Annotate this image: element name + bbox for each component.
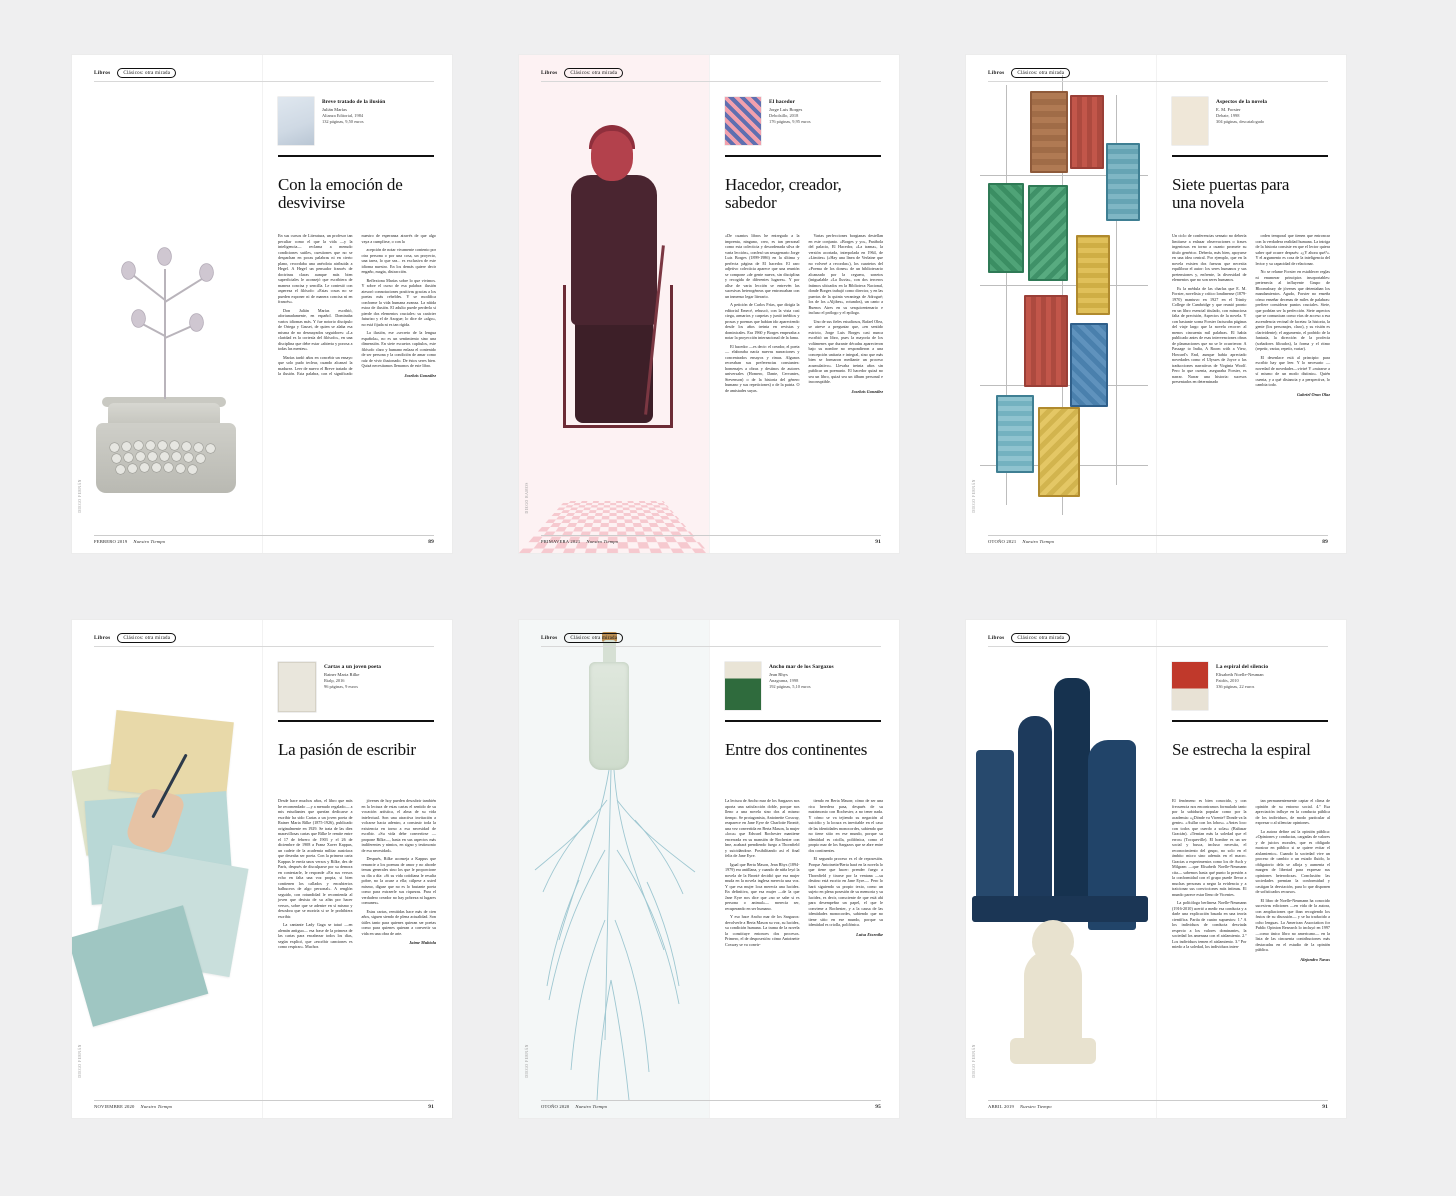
page-footer xyxy=(541,1104,881,1110)
text-page xyxy=(262,620,452,1118)
book-extent: 192 páginas, 5,10 euros xyxy=(769,683,811,689)
chess-pawn-white-body xyxy=(1024,950,1082,1046)
issue-date: NOVIEMBRE 2020 xyxy=(94,1104,135,1109)
checkered-floor xyxy=(519,501,709,553)
page-footer xyxy=(94,1104,434,1110)
book-author: Elisabeth Noelle-Neuman xyxy=(1216,671,1264,677)
headline-rule xyxy=(1172,720,1328,722)
book-title: Breve tratado de la ilusión xyxy=(322,99,386,105)
text-page xyxy=(262,55,452,553)
paragraph: tan permanentemente captar el clima de opinión de su entorno social. 4.º Esa apreciación influye en la conducta pública de los individuos, de modo particular al expresar o al silenciar opiniones. xyxy=(1255,798,1330,826)
paragraph: La cantante Lady Gaga se tatuó —en alemán antiguo— esa frase de la primera de las cartas para encabezar todos los días, según explicó, que «escribir canciones es como respirar». Muchos xyxy=(278,922,353,950)
illustration-credit: DIEGO FERNÁN xyxy=(972,1044,976,1078)
article-signature: Jaime Mubiola xyxy=(409,940,436,946)
issue-date: OTOÑO 2020 xyxy=(541,1104,570,1109)
running-head-section: Libros xyxy=(94,70,111,76)
magazine-name: Nuestro Tiempo xyxy=(575,1104,608,1109)
article-title: Con la emoción de desvivirse xyxy=(278,175,403,213)
illustration-borges-figure xyxy=(519,55,709,553)
page-number: 91 xyxy=(428,1104,434,1110)
magazine-name: Nuestro Tiempo xyxy=(140,1104,173,1109)
book-publisher: Debate, 1998 xyxy=(1216,112,1240,118)
book-extent: 304 páginas, descatalogado xyxy=(1216,118,1265,124)
paragraph: El libro de Noelle-Neumann ha conocido sucesivas ediciones —en vida de la autora, con ampliaciones que iban recogiendo los frutos de su discusión— y se ha traducido a ocho lenguas. La American Association for Public Opinion Research lo incluyó en 1997 —como único libro no americano— en la lista de las cincuenta contribuciones más destacadas en el estudio de la opinión pública. xyxy=(1255,897,1330,953)
paragraph: En sus cursos de Literatura, un profesor tan peculiar como el que la vida —y la inteligencia— reclama a menudo condiciones sutiles, cuestiones que no se despachan en pocas palabras ni en cierto plano, recordaba una anécdota atribuida a Hegel. A Hegel un pensador francés de doctrinas claras aunque más bien superficiales le aconsejó que escribiera de manera concisa y sencilla. Le contestó con aspereza el filósofo: «Estas cosas no se pueden exponer ni de manera concisa ni en francés». xyxy=(278,233,353,305)
issue-date: ABRIL 2019 xyxy=(988,1104,1014,1109)
envelope xyxy=(108,710,234,802)
article-body xyxy=(1172,233,1330,519)
issue-date: FEBRERO 2019 xyxy=(94,539,128,544)
envelope xyxy=(72,905,208,1027)
book-info xyxy=(278,662,434,712)
book-cover xyxy=(725,97,761,145)
paragraph: La lectura de Ancho mar de los Sargazos nos aporta una satisfacción doble, porque nos lleno a una novela sino dos al mismo tiempo. Se protagonista, Antoinette Cosway, reaparece en Jane Eyre de Charlotte Brontë, una vez convertida en Berta Mason, la mujer «loca» que Edward Rochester mantiene encerrada en su mansión de Rochester con lme, acabará prendiendo fuego a Thornfield y suicidándose. Posibilitando así el final feliz de Jane Eyre. xyxy=(725,798,800,859)
chess-king xyxy=(1054,678,1090,908)
paragraph: jóvenes de hoy pueden descubrir también en la lectura de estas cartas el sentido de su vocación artística, el alma de su vida intelectual. Son una atractiva invitación a volcarse hacia adentro, a construir toda la existencia en torno a esa necesidad de escribir. «Su vida debe convertirse —propone Rilke—, hasta en sus aspectos más indiferentes y nimios, en signo y testimonio de esa necesidad». xyxy=(361,798,436,853)
paragraph: Marías tardó años en concebir un ensayo que solo pudo teclear, cuando alcanzó la madurez. Leer de nuevo el Breve tratado de la ilusión. Esta palabra, con el significado nuestro de esperanza através de que algo vaya a cumplirse, o con la xyxy=(278,233,436,377)
paragraph: orden temporal que tienen que entroncar con la verdadera realidad humana. La intriga de la historia consiste en que el lector quiera saber qué ocurre después: «¿Y ahora qué?». Y el argumento es cosa de la inteligencia del lector y su capacidad de relacionar. xyxy=(1255,233,1330,266)
headline-rule xyxy=(725,155,881,157)
article-signature: Joseluis González xyxy=(851,388,883,394)
illustration-credit: DIEGO FERNÁN xyxy=(78,1044,82,1078)
illustration-credit: DIEGO FERNÁN xyxy=(972,479,976,513)
text-page xyxy=(1156,620,1346,1118)
book-extent: 132 páginas, 9,50 euros xyxy=(322,118,364,124)
running-head-tag: Clásicos: otra mirada xyxy=(564,633,623,643)
illustration-chess-pieces xyxy=(966,620,1156,1118)
paragraph: El fenómeno es bien conocido, y con frecuencia nos encontramos formulado tanto por la sabiduría popular como por la academia: «¿Dónde va Vicente? Donde va la gente». «Aullar con los lobos». «Antes loco con todos que cuerdo a solas» (Baltasar Gracián). «Temían más la soledad que el error» (Tocqueville). El hombre es un ser social y busca, incluso necesita, el reconocimiento del grupo, no solo en el ámbito micro sino además en el macro. Gracias a experimentos como los de Asch y Milgram —que Elisabeth Noelle-Neumann cita— sabemos hasta qué punto la presión a la conformidad con el grupo puede llevar a muchas personas a negar la evidencia y a traicionar sus convicciones más íntimas. El mundo parece estar lleno de Vicentes. xyxy=(1172,798,1247,897)
magazine-name: Nuestro Tiempo xyxy=(586,539,619,544)
page-footer xyxy=(988,539,1328,545)
paragraph: Es la médula de las charlas que E. M. Forster, novelista y crítico londinense (1879-1970) mantuvo en 1927 en el Trinity College de Cambridge y que reunió pronto en un libro esencial titulado, con minuciosa falta de precisión, Aspectos de la novela. Y con bastante sorna Forster facturaba páginas del viaje largo que la novela recorre: al menos cincuenta mil palabras. El había publicado antes de esas intervenciones obras de plasmaciones que no se le ocurrieron: A Passage to India, A Room with a View, Howard's End, aunque había apreciado novedades como el Ulysses de Joyce o las traducciones narrativas de Virginia Woolf. Pero lo que cuenta, aseguraba Forster, es narrar. Narrar una historia: sucesos presentados en determinado xyxy=(1172,285,1247,385)
illustration-seven-doors xyxy=(966,55,1156,553)
article-title: Hacedor, creador, sabedor xyxy=(725,175,842,213)
article-title: Se estrecha la espiral xyxy=(1172,740,1311,760)
issue-date: OTOÑO 2021 xyxy=(988,539,1017,544)
headline-rule xyxy=(278,720,434,722)
page-footer xyxy=(94,539,434,545)
book-author: Rainer Maria Rilke xyxy=(324,671,360,677)
page-number: 95 xyxy=(875,1104,881,1110)
spread-2 xyxy=(519,55,899,553)
article-signature: Joseluis González xyxy=(404,372,436,378)
page-number: 89 xyxy=(428,539,434,545)
running-head-section: Libros xyxy=(541,635,558,641)
text-page xyxy=(1156,55,1346,553)
page-number: 89 xyxy=(1322,539,1328,545)
book-extent: 336 páginas, 22 euros xyxy=(1216,683,1255,689)
magazine-name: Nuestro Tiempo xyxy=(1022,539,1055,544)
article-signature: Alejandro Navas xyxy=(1300,956,1330,962)
headline-rule xyxy=(278,155,434,157)
article-title: Entre dos continentes xyxy=(725,740,868,760)
book-title: La espiral del silencio xyxy=(1216,664,1269,670)
book-publisher: Paidós, 2010 xyxy=(1216,677,1239,683)
magazine-name: Nuestro Tiempo xyxy=(133,539,166,544)
text-page xyxy=(709,620,899,1118)
book-publisher: Alianza Editorial, 1984 xyxy=(322,112,364,118)
paragraph: Reflexiona Marías sobre lo que vivimos. Y sobre el curso de esa palabra: ilusión atesoró connotaciones positivas gracias a los poetas más rebeldes. Y se modifica conforme la vida humana avanza. La nítida estoa de ilusión. El adulto puede perderla si pierde dos elementos cruciales: su carácter futurizo y el de Azogue; lo dice de «algo», no está fijada ni es tan rígida. xyxy=(361,277,436,327)
article-body xyxy=(725,798,883,1084)
illustration-letters-hand xyxy=(72,620,262,1118)
running-head-tag: Clásicos: otra mirada xyxy=(1011,68,1070,78)
page-number: 91 xyxy=(875,539,881,545)
illustration-credit: DIEGO FERNÁN xyxy=(525,1044,529,1078)
paragraph: Un ciclo de conferencias sensato no debería limitarse a enlazar observaciones o frases ingeniosas en torno a cuanto promete su título genérico. Debería, más bien, apoyarse en una idea central. Por ejemplo, que en la novela existen dos fuerzas que necesita equilibrar el autor: los seres humanos y sus pretensiones y, enfrente, la diversidad de elementos que no son seres humanos. xyxy=(1172,233,1247,283)
headline-rule xyxy=(725,720,881,722)
book-title: El hacedor xyxy=(769,99,796,105)
book-publisher: Rialp, 2016 xyxy=(324,677,345,683)
spread-3 xyxy=(966,55,1346,553)
paragraph: La politóloga berlinesa Noelle-Neumann (1916-2010) acertó a medir esa conducta y a darle una explicación basada en una teoría científica. Partía de cuatro supuestos: 1.º A los individuos de conducta desviada respecto a los valores dominantes, la sociedad los amenaza con el aislamiento. 2.º Los individuos temen el aislamiento. 3.º Por miedo a la soledad, los individuos inten- xyxy=(1172,900,1247,950)
book-extent: 176 páginas, 9,95 euros xyxy=(769,118,811,124)
paragraph: La autora define así la opinión pública: «Opiniones y conductas, cargadas de valores y de juicios morales, que es obligado mostrar en público si se quiere evitar el aislamiento». Cuando la sociedad vive un proceso de cambio o un estado fluido, lo obligatorio dela se afloja y aumenta el margen de libertad para expresar sus opiniones heterodoxas. Conclusión: las sociedades premian la conformidad y castigan la desviación, para lo que disponen de sofisticados recursos. xyxy=(1255,828,1330,895)
book-cover xyxy=(1172,662,1208,710)
book-cover xyxy=(278,97,314,145)
headline-rule xyxy=(1172,155,1328,157)
book-title: Aspectos de la novela xyxy=(1216,99,1268,105)
roots-svg xyxy=(519,620,709,1118)
magazine-name: Nuestro Tiempo xyxy=(1019,1104,1052,1109)
paragraph: Después, Rilke aconseja a Kappus que renuncie a los poemas de amor y no aborde temas generales sino los que le proporcione su día a día: «Si su vida cotidiana le resulta pobre, no la acuse a ella; cúlpese a usted mismo, dígase que no es lo bastante poeta como para extraerle sus riquezas. Para el verdadero creador no hay pobreza ni lugares comunes». xyxy=(361,856,436,906)
article-body xyxy=(1172,798,1330,1084)
spread-4 xyxy=(72,620,452,1118)
illustration-bottle-roots xyxy=(519,620,709,1118)
paragraph: El hacedor —es decir: el creador, el poeta— elaboraba nacía nuevas narraciones y concentrados ensayos y rimas. Algunos recreaban sus preferencias constantes: homenajes a obras y destinos de autores universales (Homero, Dante, Cervantes, Stevenson) o de la historia del género humano y sus repeticiones) o de la patria. O de amistades suyas. xyxy=(725,343,800,393)
paragraph: La ilusión, ese «secreto de la lengua española», no es un sentimiento sino una dimensión. En siete escuetos capítulos, este filósofo claro y humano enlaza el contenido de ser persona y la condición de amar como raíz de vivir ilusionado. De éstos seres bien. Quizá necesitamos llenarnos de este libro. xyxy=(361,330,436,369)
paragraph: Y eso hace Ancho mar de los Sargazos: devolverle a Berta Mason su voz, su lucidez, su condición humana. La trama de la novela la constituye entonces dos procesos. Primero, el de desposesión: cómo Antoinette Cosway se va convir- xyxy=(725,914,800,947)
book-info xyxy=(1172,97,1328,145)
text-page xyxy=(709,55,899,553)
article-title: La pasión de escribir xyxy=(278,740,416,760)
paragraph: Varias perfecciones borgianas destellan en este conjunto. «Borges y yo», Parábola del palacio, El Hacedor, «La trama», la versión acortada, interpolada en 1964, de «Límites» («Hay una línea de Verlaine que no volveré a recordar»), los cuartetos del «Poema de los dones» de un bibliotecario alcanzado por la ceguera, sonetos (inigualable «La lluvia», con dos terceros íntimos ubicados en la Biblioteca Nacional, donde Borges trabajó como director, y en las puertas de la quinta veraniega de Adrogué; los de los «Aljibes», rotundos), un canto a Buenos Aires en su sesquicentenario e incluso el prólogo y el epílogo. xyxy=(808,233,883,316)
illustration-credit: DIEGO RAMOS xyxy=(525,481,529,513)
illustration-typewriter-plant xyxy=(72,55,262,553)
book-info xyxy=(1172,662,1328,710)
paragraph: tiendo en Berta Mason; cómo de ser una rica heredera pasa, después de su matrimonio con Rochester, a no tener nada. Y cómo se va tejiendo su negación al suicidio y la locura es inevitable en el caso de las identidades monocordes, sabiendo que no tiene sitio en ese mundo, porque su identidad es criolla, polifónica, como el propio mar de los Sargazos que se abre entre dos continentes. xyxy=(808,798,884,853)
running-head-section: Libros xyxy=(988,635,1005,641)
book-title: Cartas a un joven poeta xyxy=(324,664,382,670)
article-body xyxy=(725,233,883,519)
paragraph: acepción de notar vivamente contento por otra persona o por una cosa, un proyecto, una tarea, lo que sea... es exclusiva de este idioma nuestro. En los demás quiere decir engaño, magia, distracción. xyxy=(361,247,436,275)
running-head-section: Libros xyxy=(541,70,558,76)
book-info xyxy=(725,97,881,145)
typewriter-keys xyxy=(108,441,220,479)
paragraph: Estas cartas, remitidas hace más de cien años, siguen siendo de plena actualidad. Son útiles tanto para quienes quieran ser poetas como para quienes quieran a convertir su vida en una obra de arte. xyxy=(361,908,436,936)
article-signature: Gabriel Oran Olaz xyxy=(1297,391,1330,397)
paragraph: Don Julián Marías escribió, afortunadamente, en español. Dominaba varios idiomas más. Y fue notorio discípulo de Ortega y Gasset, de quien se alaba esa misma de no desmayados seguidores: «La claridad es la cortesía del filósofo», en una disciplina que debe estar «abierta y porosa a todas las mentes». xyxy=(278,307,353,352)
running-head-tag: Clásicos: otra mirada xyxy=(117,68,176,78)
article-body xyxy=(278,233,436,519)
book-info xyxy=(278,97,434,145)
running-head-tag: Clásicos: otra mirada xyxy=(117,633,176,643)
book-cover xyxy=(1172,97,1208,145)
running-head-section: Libros xyxy=(94,635,111,641)
paragraph: El desenlace está al principio: para escribir hay que leer. Y lo necesario —novedad de novedades—viviré Y «mirarse a sí mismo de un modo distinto». Quién cuenta, y a qué distancia y a perspectiva, lo cambia todo. xyxy=(1255,354,1330,388)
spread-6 xyxy=(966,620,1346,1118)
chess-rook xyxy=(976,750,1014,900)
book-cover xyxy=(725,662,761,710)
chess-bishop xyxy=(1018,716,1052,906)
paragraph: A petición de Carlos Frías, que dirigía la editorial Emecé, rebuscó, con la vista casi ciega, armarios y carpetas y juntó inéditos y prosas y poemas que habían ido apareciendo desde los años treinta en revistas y dominicales. Era 1960 y Borges empezaba a notar la proyección internacional de la fama. xyxy=(725,302,800,341)
book-author: E. M. Forster xyxy=(1216,106,1241,112)
chess-pawn-white-base xyxy=(1010,1038,1096,1064)
book-author: Jean Rhys xyxy=(769,671,788,677)
article-signature: Luisa Etxenike xyxy=(856,931,883,937)
chess-base-row xyxy=(972,896,1148,922)
running-head-tag: Clásicos: otra mirada xyxy=(564,68,623,78)
paragraph: «De cuantos libros he entregado a la imprenta, ninguno, creo, es tan personal como esta colecticia y desordenada silva de varia lección», confesó un sexagenario Jorge Luis Borges (1899-1986) en la última y perfecta página de El hacedor. El raro adjetivo colecticia aparece que una reunión se compone «de gente nueva, sin disciplina y recogida de diferentes lugares». Y por allse de varia lección se entrevén las sucesivas heterogéneas que entroncaban con un inmenso legar literario. xyxy=(725,233,800,299)
paragraph: El segundo proceso es el de reposesión. Porque Antoinette/Berta hará en la novela lo que tiene que hacer: prender fuego a Thornfield y tirarse por la ventana —su destino está escrito en Jane Eyre—. Pero lo hará siguiendo su propio texto, como un sujeto en plena posesión de su memoria y su lucidez, es decir, consciente de que está ahí para desempeñar un papel, el que le conviene a Rochester, y a la causa de las identidades monocordes, sabiendo que no tiene sitio en ese mundo, porque su identidad es criolla, polifónica. xyxy=(808,856,883,928)
book-publisher: Anagrama, 1998 xyxy=(769,677,799,683)
paragraph: Igual que Berta Mason, Jean Rhys (1894-1979) era antillana, y cuando de niña leyó la novela de la Brontë decidió que esa mujer muda en la novela inglesa merecía una voz. Y que esa mujer loca merecía una lucidez. En definitiva, que esa mujer —de la que Jane Eyre nos dice que «no se sabe si es persona o animal»— merecía ser, recuperando en ser humano. xyxy=(725,861,800,911)
book-extent: 96 páginas, 9 euros xyxy=(324,683,358,689)
spread-5 xyxy=(519,620,899,1118)
book-info xyxy=(725,662,881,710)
running-head-section: Libros xyxy=(988,70,1005,76)
issue-date: PRIMAVERA 2021 xyxy=(541,539,581,544)
book-publisher: Debolsillo, 2018 xyxy=(769,112,799,118)
illustration-credit: DIEGO FERNÁN xyxy=(78,479,82,513)
page-footer xyxy=(541,539,881,545)
book-author: Julián Marías xyxy=(322,106,347,112)
book-cover xyxy=(278,662,316,712)
article-body xyxy=(278,798,436,1084)
article-title: Siete puertas para una novela xyxy=(1172,175,1290,213)
paragraph: No se relame Forster en establecer reglas ni enumerar principios insoportables: pertenecía al influyente Grupo de Bloomsbury de jóvenes que detentaban los mandamientos. Agudo, Forster no enseña cómo enseñar decenas de miles de palabras: prefiere considerar puntos cruciales. Siete, que podrían ser la perfección. Siete aspectos que se comunican como vías de acceso a esa ascendencia vecinal de facetas: la historia, la gente (los personajes, claro), y su visión es clarividente); el argumento, el podrido de la fantasía, la dirección de la profecía (soñadores filtrados), la forma y el ritmo (repetir, variar, repetir, variar). xyxy=(1255,269,1330,352)
book-author: Jorge Luis Borges xyxy=(769,106,803,112)
paragraph: Uno de sus fieles estudiosos, Rafael Olea, se atreve a preguntar que, «en sentido estricto, Jorge Luis Borges casi nunca escribió un libro, pues la mayoría de los volúmenes que durante décadas aparecieron bajo su nombre no respondieron a una concepción unitaria e integral, sino que más bien se formaron mediante un proceso acumulativo». Llevaba treinta años sin publicar un poemario. El hacedor quizá no sea un libro, quizá sea un álbum personal e incorruptible. xyxy=(808,318,883,385)
page-footer xyxy=(988,1104,1328,1110)
page-number: 91 xyxy=(1322,1104,1328,1110)
running-head-tag: Clásicos: otra mirada xyxy=(1011,633,1070,643)
spread-1 xyxy=(72,55,452,553)
book-title: Ancho mar de los Sargazos xyxy=(769,664,834,670)
paragraph: Desde hace muchos años, el libro que más he recomendado —y a menudo regalado— a mis estudiantes que querían dedicarse a escribir ha sido Cartas a un joven poeta de Rainer Maria Rilke (1875-1926), publicado originalmente en 1929. Se trata de las diez maravillosas cartas que Rilke le remite entre el 17 de febrero de 1903 y el 26 de diciembre de 1908 a Franz Xaver Kappus, un cadete de la academia militar austríaca que deseaba ser poeta. Con la primera carta Kappus le envía unos versos y Rilke, des de París, después de disculparse por su demora en contestarle, le responde «En sus versos echo en falta una voz propia, si bien contienen los callados y encubiertos balbuceos de algo personal». A renglón seguido, con rotundidad le recomienda al joven que desista de su afán por hacer versos, sobre que se adentre en sí mismo y descubra que se moriría si se le prohibiera escribir. xyxy=(278,798,353,919)
